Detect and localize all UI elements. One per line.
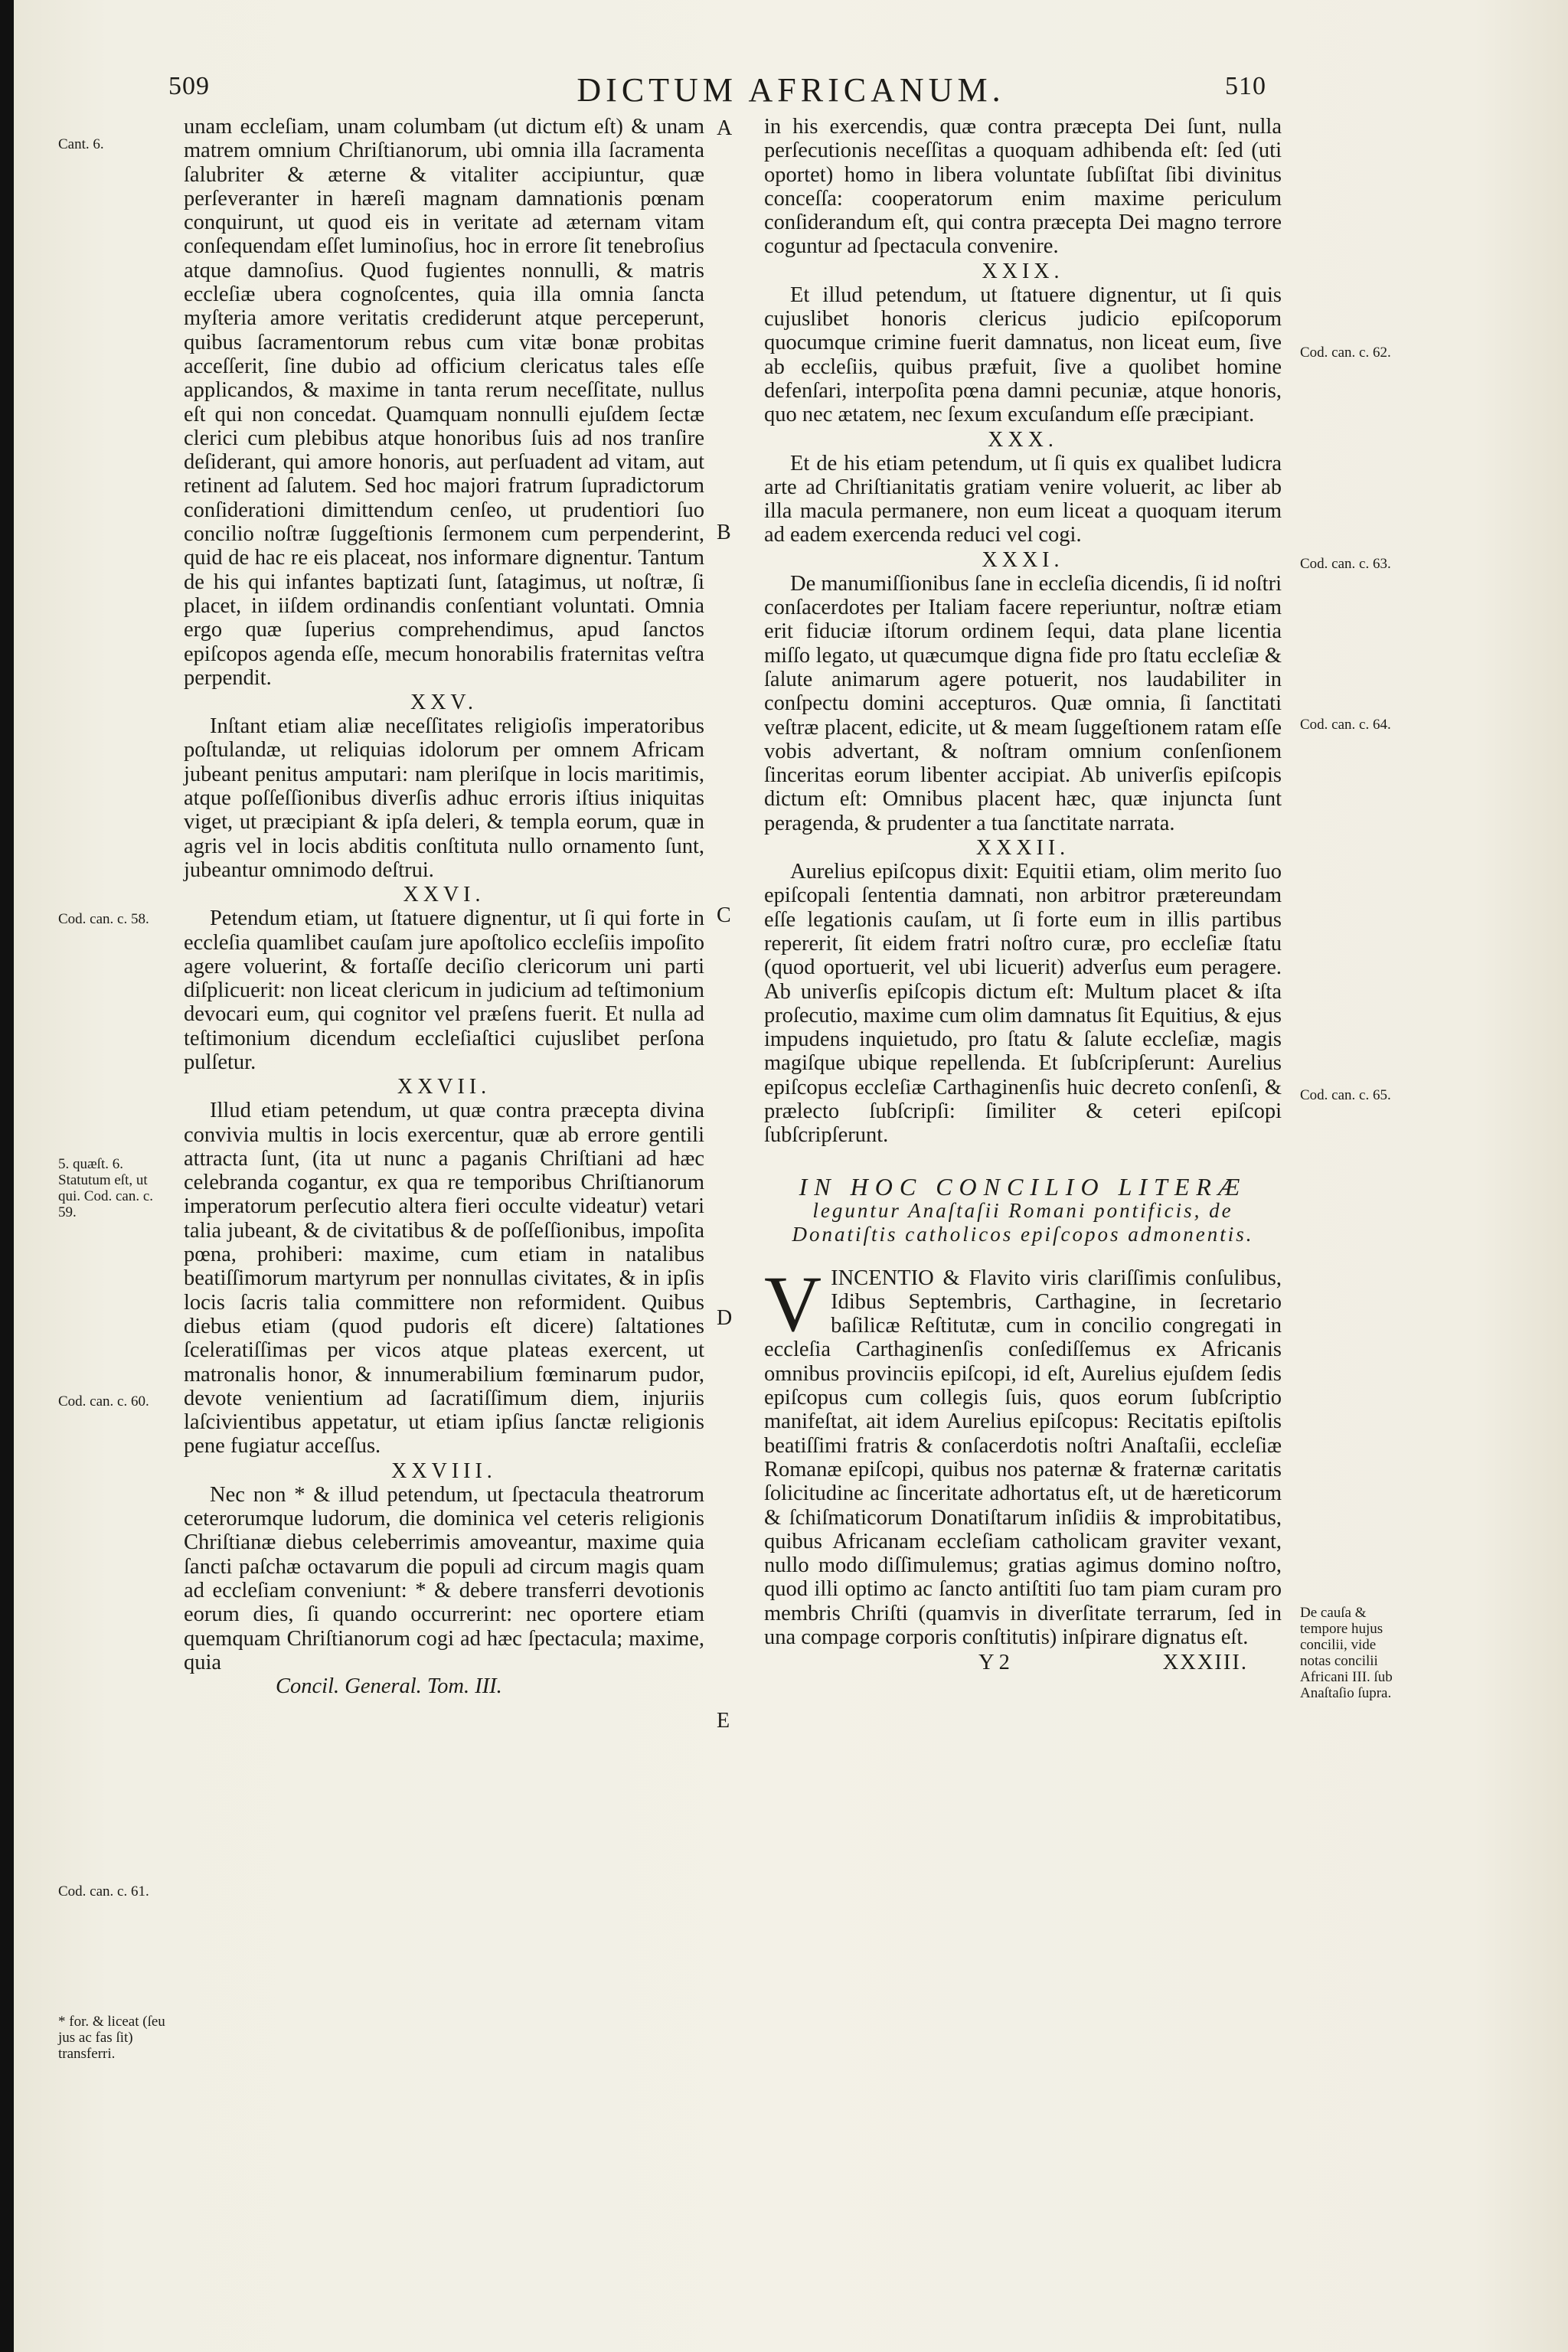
margin-note: Cant. 6. xyxy=(58,136,104,152)
letter-title-caps: IN HOC CONCILIO LITERÆ xyxy=(799,1172,1247,1200)
chapter-heading: XXXI. xyxy=(982,547,1064,572)
paragraph: Nec non * & illud petendum, ut ſpectacula theatrorum ceterorumque ludorum, die dominica vel ceteris religionis Chriſtianæ diebus celeberrimis amoveantur, maxime quia ſancti paſchæ octavarum die populi ad circum magis quam ad eccleſiam conveniunt: * & debere transferri devotionis eorum dies, ſi quando occurrerint: nec oportere etiam quemquam Chriſtianorum cogi ad hæc ſpectacula; maxime, quia xyxy=(184,1482,704,1674)
paragraph: De manumiſſionibus ſane in eccleſia dicendis, ſi id noſtri conſacerdotes per Italiam facere reperiuntur, noſtræ etiam erit fiduciæ iſtorum ordinem ſequi, data plane licentia miſſo legato, ut quæcumque digna fide pro ſtatu eccleſiæ & ſalute animarum agere potuerit, nos laudabiliter in conſpectu domini accepturos. Quæ omnia, ſi ſanctitati veſtræ placent, edicite, ut & meam ſuggeſtionem ratam eſſe vobis advertant, & noſtram omnium conſenſionem ſinceritas eorum libenter accipiat. Ab univerſis epiſcopis dictum eſt: Omnibus placent hæc, quæ injuncta ſunt peragenda, & prudenter a tua ſanctitate narrata. xyxy=(764,571,1282,835)
chapter-heading: XXIX. xyxy=(982,259,1064,283)
paragraph: in his exercendis, quæ contra præcepta Dei ſunt, nulla perſecutionis neceſſitas a quoquam adhibenda eſt: ſed (uti oportet) homo in libera voluntate ſubſiſtat ſibi divinitus conceſſa: cooperatorum enim maxime periculum conſiderandum eſt, qui contra præcepta Dei magno terrore coguntur ad ſpectacula convenire. xyxy=(764,115,1282,259)
section-letter: D xyxy=(717,1306,733,1330)
scan-edge xyxy=(0,0,14,2352)
chapter-heading: XXV. xyxy=(410,691,479,715)
chapter-heading: XXXII. xyxy=(975,836,1070,861)
paragraph: unam eccleſiam, unam columbam (ut dictum eſt) & unam matrem omnium Chriſtianorum, ubi omnia illa ſacramenta ſalubriter & æterne & vitaliter accipiuntur, quæ perſeveranter in hæreſi magnam damnationis pœnam conquirunt, ut quod eis in veritate ad æternam vitam conſequendam eſſet luminoſius, hoc in errore ſit tenebroſius atque damnoſius. Quod fugientes nonnulli, & matris eccleſiæ ubera cognoſcentes, quia illa omnia ſancta myſteria amore veritatis crediderunt atque perceperunt, quibus ſacramentorum rebus cum vitæ bonæ probitas acceſſerit, ſine dubio ad officium clericatus tales eſſe applicandos, & maxime in tanta rerum neceſſitate, nullus eſt qui non concedat. Quamquam nonnulli ejuſdem ſectæ clerici cum plebibus atque honoribus ſuis ad nos tranſire deſiderant, qui amore honoris, aut perſuadent ad vitam, aut retinent ad ſalutem. Sed hoc majori fratrum ſupradictorum conſiderationi dimittendum cenſeo, ut prudentiori ſuo concilio noſtræ ſuggeſtionis ſermonem cum perpenderint, quid de hac re eis placeat, nos informare dignentur. Tantum de his qui infantes baptizati ſunt, ſatagimus, ut noſtræ, ſi placet, in iiſdem ordinandis conſentiant voluntati. Omnia ergo quæ ſuperius comprehendimus, apud ſanctos epiſcopos agenda eſſe, mecum honorabilis fraternitas veſtra perpendit. xyxy=(184,115,704,690)
margin-note: * for. & liceat (ſeu jus ac fas ſit) transferri. xyxy=(58,2014,165,2062)
book-page xyxy=(14,0,1568,2352)
margin-note: Cod. can. c. 60. xyxy=(58,1393,149,1410)
letter-body xyxy=(764,1259,1282,1650)
page-number-left: 509 xyxy=(168,72,210,100)
page-number-right: 510 xyxy=(1225,72,1266,100)
paragraph: Et de his etiam petendum, ut ſi quis ex qualibet ludicra arte ad Chriſtianitatis gratiam venire voluerit, ac liber ab illa macula permanere, non eum liceat a quoquam iterum ad eadem exercenda reduci vel cogi. xyxy=(764,451,1282,547)
paragraph: Illud etiam petendum, ut quæ contra præcepta divina convivia multis in locis exercentur, quæ ab errore gentili attracta ſunt, (ita ut nunc a paganis Chriſtiani ad hæc celebranda cogantur, ex qua re temporibus Chriſtianorum imperatorum perſecutio altera fieri occulte videatur) vetari talia jubeant, & de civitatibus & de poſſeſſionibus, impoſita pœna, prohiberi: maxime, cum etiam in natalibus beatiſſimorum martyrum per nonnullas civitates, & in ipſis locis ſacris talia committere non reformident. Quibus diebus etiam (quod pudoris eſt dicere) ſaltationes ſceleratiſſimas per vicos atque plateas exercent, ut matronalis honor, & innumerabilium fœminarum pudor, devote venientium ad ſacratiſſimum diem, injuriis laſcivientibus appetatur, ut etiam ipſius ſanctæ religionis pene fugiatur acceſſus. xyxy=(184,1099,704,1459)
chapter-heading: XXVII. xyxy=(397,1075,492,1099)
margin-note: Cod. can. c. 63. xyxy=(1300,556,1391,572)
margin-note: Cod. can. c. 64. xyxy=(1300,717,1391,733)
paragraph: Inſtant etiam aliæ neceſſitates religioſis imperatoribus poſtulandæ, ut reliquias idolorum per omnem Africam jubeant penitus amputari: nam pleriſque in locis maritimis, atque poſſeſſionibus diverſis adhuc erroris iſtius iniquitas viget, ut præcipiant & ipſa deleri, & templa eorum, quæ in agris vel in locis abditis conſtituta nullo ornamento ſunt, jubeantur omnimodo deſtrui. xyxy=(184,714,704,882)
section-letter: A xyxy=(717,116,733,140)
section-letter: B xyxy=(717,521,731,544)
section-letter: C xyxy=(717,903,731,927)
paragraph: Et illud petendum, ut ſtatuere dignentur, ut ſi quis cujuslibet honoris clericus judicio epiſcoporum quocumque crimine fuerit damnatus, non liceat eum, ſive ab eccleſiis, quibus præfuit, ſive a quolibet homine defenſari, interpoſita pœna damni pecuniæ, atque honoris, quo nec ætatem, nec ſexum excuſandum eſſe præcipiant. xyxy=(764,283,1282,427)
chapter-heading: XXVIII. xyxy=(391,1459,497,1483)
margin-note: Cod. can. c. 65. xyxy=(1300,1087,1391,1103)
catchword: XXXIII. xyxy=(1162,1651,1248,1675)
page-header xyxy=(14,64,1568,110)
letter-title-rest: leguntur Anaſtaſii Romani pontificis, de Donatiſtis catholicos epiſcopos admonentis. xyxy=(792,1198,1254,1246)
running-title: DICTUM AFRICANUM. xyxy=(577,71,1005,109)
chapter-heading: XXX. xyxy=(988,427,1058,452)
margin-note: Cod. can. c. 62. xyxy=(1300,345,1391,361)
margin-note: Cod. can. c. 58. xyxy=(58,911,149,927)
drop-cap: V xyxy=(764,1259,822,1348)
margin-note: 5. quæſt. 6. Statutum eſt, ut qui. Cod. can. c. 59. xyxy=(58,1156,154,1220)
chapter-heading: XXVI. xyxy=(403,883,485,907)
paragraph: Aurelius epiſcopus dixit: Equitii etiam, olim merito ſuo epiſcopali ſententia damnati, non arbitror prætereundam eſſe legationis cauſam, ut ſi forte eum in illis partibus repererit, ſit eidem fratri noſtro curæ, pro eccleſiæ ſtatu (quod oportuerit, vel ubi licuerit) adverſus eum peragere. Ab univerſis epiſcopis dictum eſt: Multum placet & iſta proſecutio, maxime cum olim damnatus ſit Equitius, & ejus impudens inquietudo, pro ſtatu & ſalute eccleſiæ, magis magiſque ubique repellenda. Et ſubſcripſerunt: Aurelius epiſcopus eccleſiæ Carthaginenſis huic decreto conſenſi, & prælecto ſubſcripſi: ſimiliter & ceteri epiſcopi ſubſcripſerunt. xyxy=(764,860,1282,1148)
left-column xyxy=(184,115,704,1698)
letter-title xyxy=(764,1172,1282,1246)
volume-footer: Concil. General. Tom. III. xyxy=(276,1674,502,1699)
signature-line xyxy=(764,1651,1282,1677)
margin-note: Cod. can. c. 61. xyxy=(58,1883,149,1900)
paragraph: Petendum etiam, ut ſtatuere dignentur, ut ſi qui forte in eccleſia quamlibet cauſam jure apoſtolico eccleſiis impoſito agere voluerint, & fortaſſe deciſio clericorum uni parti diſplicuerit: non liceat clericum in judicium ad teſtimonium devocari eum, qui cognitor vel præſens fuerit. Et nulla ad teſtimonium dicendum eccleſiaſtici cujuslibet perſona pulſetur. xyxy=(184,906,704,1074)
section-letter: E xyxy=(717,1709,730,1733)
margin-note: De cauſa & tempore hujus concilii, vide notas concilii Africani III. ſub Anaſtaſio ſupra. xyxy=(1300,1605,1393,1701)
gathering-signature: Y 2 xyxy=(978,1651,1010,1675)
paragraph: INCENTIO & Flavito viris clariſſimis conſulibus, Idibus Septembris, Carthagine, in ſecretario baſilicæ Reſtitutæ, cum in concilio congregati in eccleſia Carthaginenſis conſediſſemus ex Africanis omnibus provinciis epiſcopi, id eſt, Aurelius ejuſdem ſedis epiſcopus cum collegis ſuis, quos eorum ſubſcriptio manifeſtat, ait idem Aurelius epiſcopus: Recitatis epiſtolis beatiſſimi fratris & conſacerdotis noſtri Anaſtaſii, eccleſiæ Romanæ epiſcopi, quibus nos paternæ & fraternæ caritatis ſolicitudine ac ſinceritate adhortatus eſt, ut de hæreticorum & ſchiſmaticorum Donatiſtarum inſidiis & improbitatibus, quibus Africanam eccleſiam catholicam graviter vexant, nullo modo diſſimulemus; gratias agimus domino noſtro, quod illi optimo ac ſancto antiſtiti ſuo tam piam curam pro membris Chriſti (quamvis in diverſitate terrarum, ſed in una compage corporis conſtitutis) inſpirare dignatus eſt. xyxy=(764,1266,1282,1650)
right-column xyxy=(764,115,1282,1677)
